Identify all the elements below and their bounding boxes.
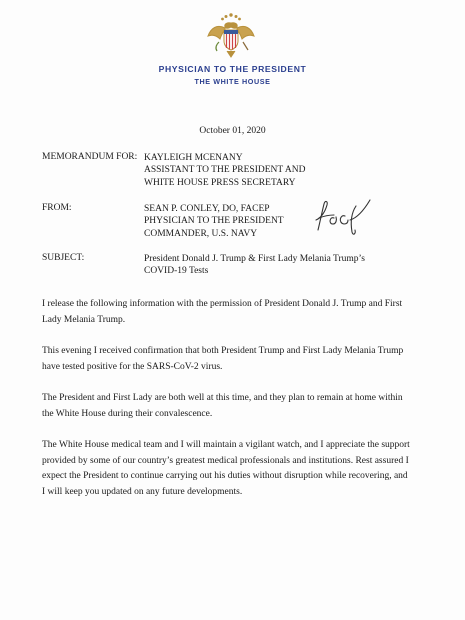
recipient-line: ASSISTANT TO THE PRESIDENT AND — [144, 165, 306, 176]
paragraph-line: have tested positive for the SARS-CoV-2 virus. — [42, 361, 223, 372]
recipient-line: KAYLEIGH MCENANY — [144, 153, 243, 163]
paragraph-line: I will keep you updated on any future developments. — [42, 486, 243, 497]
letterhead-title: PHYSICIAN TO THE PRESIDENT — [158, 64, 307, 74]
paragraph-line: I release the following information with the permission of President Donald J. Trump and First — [42, 299, 403, 309]
memo-date: October 01, 2020 — [199, 126, 266, 136]
paragraph-line: This evening I received confirmation that both President Trump and First Lady Melania Trump — [42, 346, 404, 356]
memorandum-for-label: MEMORANDUM FOR: — [42, 152, 138, 162]
from-sender — [144, 203, 284, 240]
subject-text — [144, 253, 365, 278]
sender-line: COMMANDER, U.S. NAVY — [144, 228, 258, 239]
paragraph-line: Lady Melania Trump. — [42, 314, 126, 325]
from-label: FROM: — [42, 203, 72, 213]
memo-paragraph — [42, 391, 430, 422]
subject-line: President Donald J. Trump & First Lady Melania Trump’s — [144, 254, 365, 264]
paragraph-line: provided by some of our country’s greatest medical professionals and institutions. Rest assured I — [42, 455, 409, 466]
memo-paragraph — [42, 438, 430, 500]
paragraph-line: The White House medical team and I will maintain a vigilant watch, and I appreciate the support — [42, 440, 410, 450]
letterhead-subtitle: THE WHITE HOUSE — [194, 77, 271, 86]
sender-line: SEAN P. CONLEY, DO, FACEP — [144, 204, 270, 214]
sender-line: PHYSICIAN TO THE PRESIDENT — [144, 216, 284, 227]
subject-label: SUBJECT: — [42, 253, 85, 263]
subject-line: COVID-19 Tests — [144, 266, 209, 277]
memorandum-for-recipient — [144, 152, 305, 189]
memo-paragraph — [42, 344, 430, 375]
paragraph-line: expect the President to continue carrying out his duties without disruption while recovering, and — [42, 471, 408, 481]
paragraph-line: The President and First Lady are both well at this time, and they plan to remain at home within — [42, 393, 403, 403]
paragraph-line: the White House during their convalescence. — [42, 408, 213, 419]
memo-paragraph — [42, 297, 430, 328]
presidential-eagle-seal-icon — [205, 10, 257, 60]
recipient-line: WHITE HOUSE PRESS SECRETARY — [144, 177, 296, 188]
handwritten-signature — [312, 196, 374, 238]
